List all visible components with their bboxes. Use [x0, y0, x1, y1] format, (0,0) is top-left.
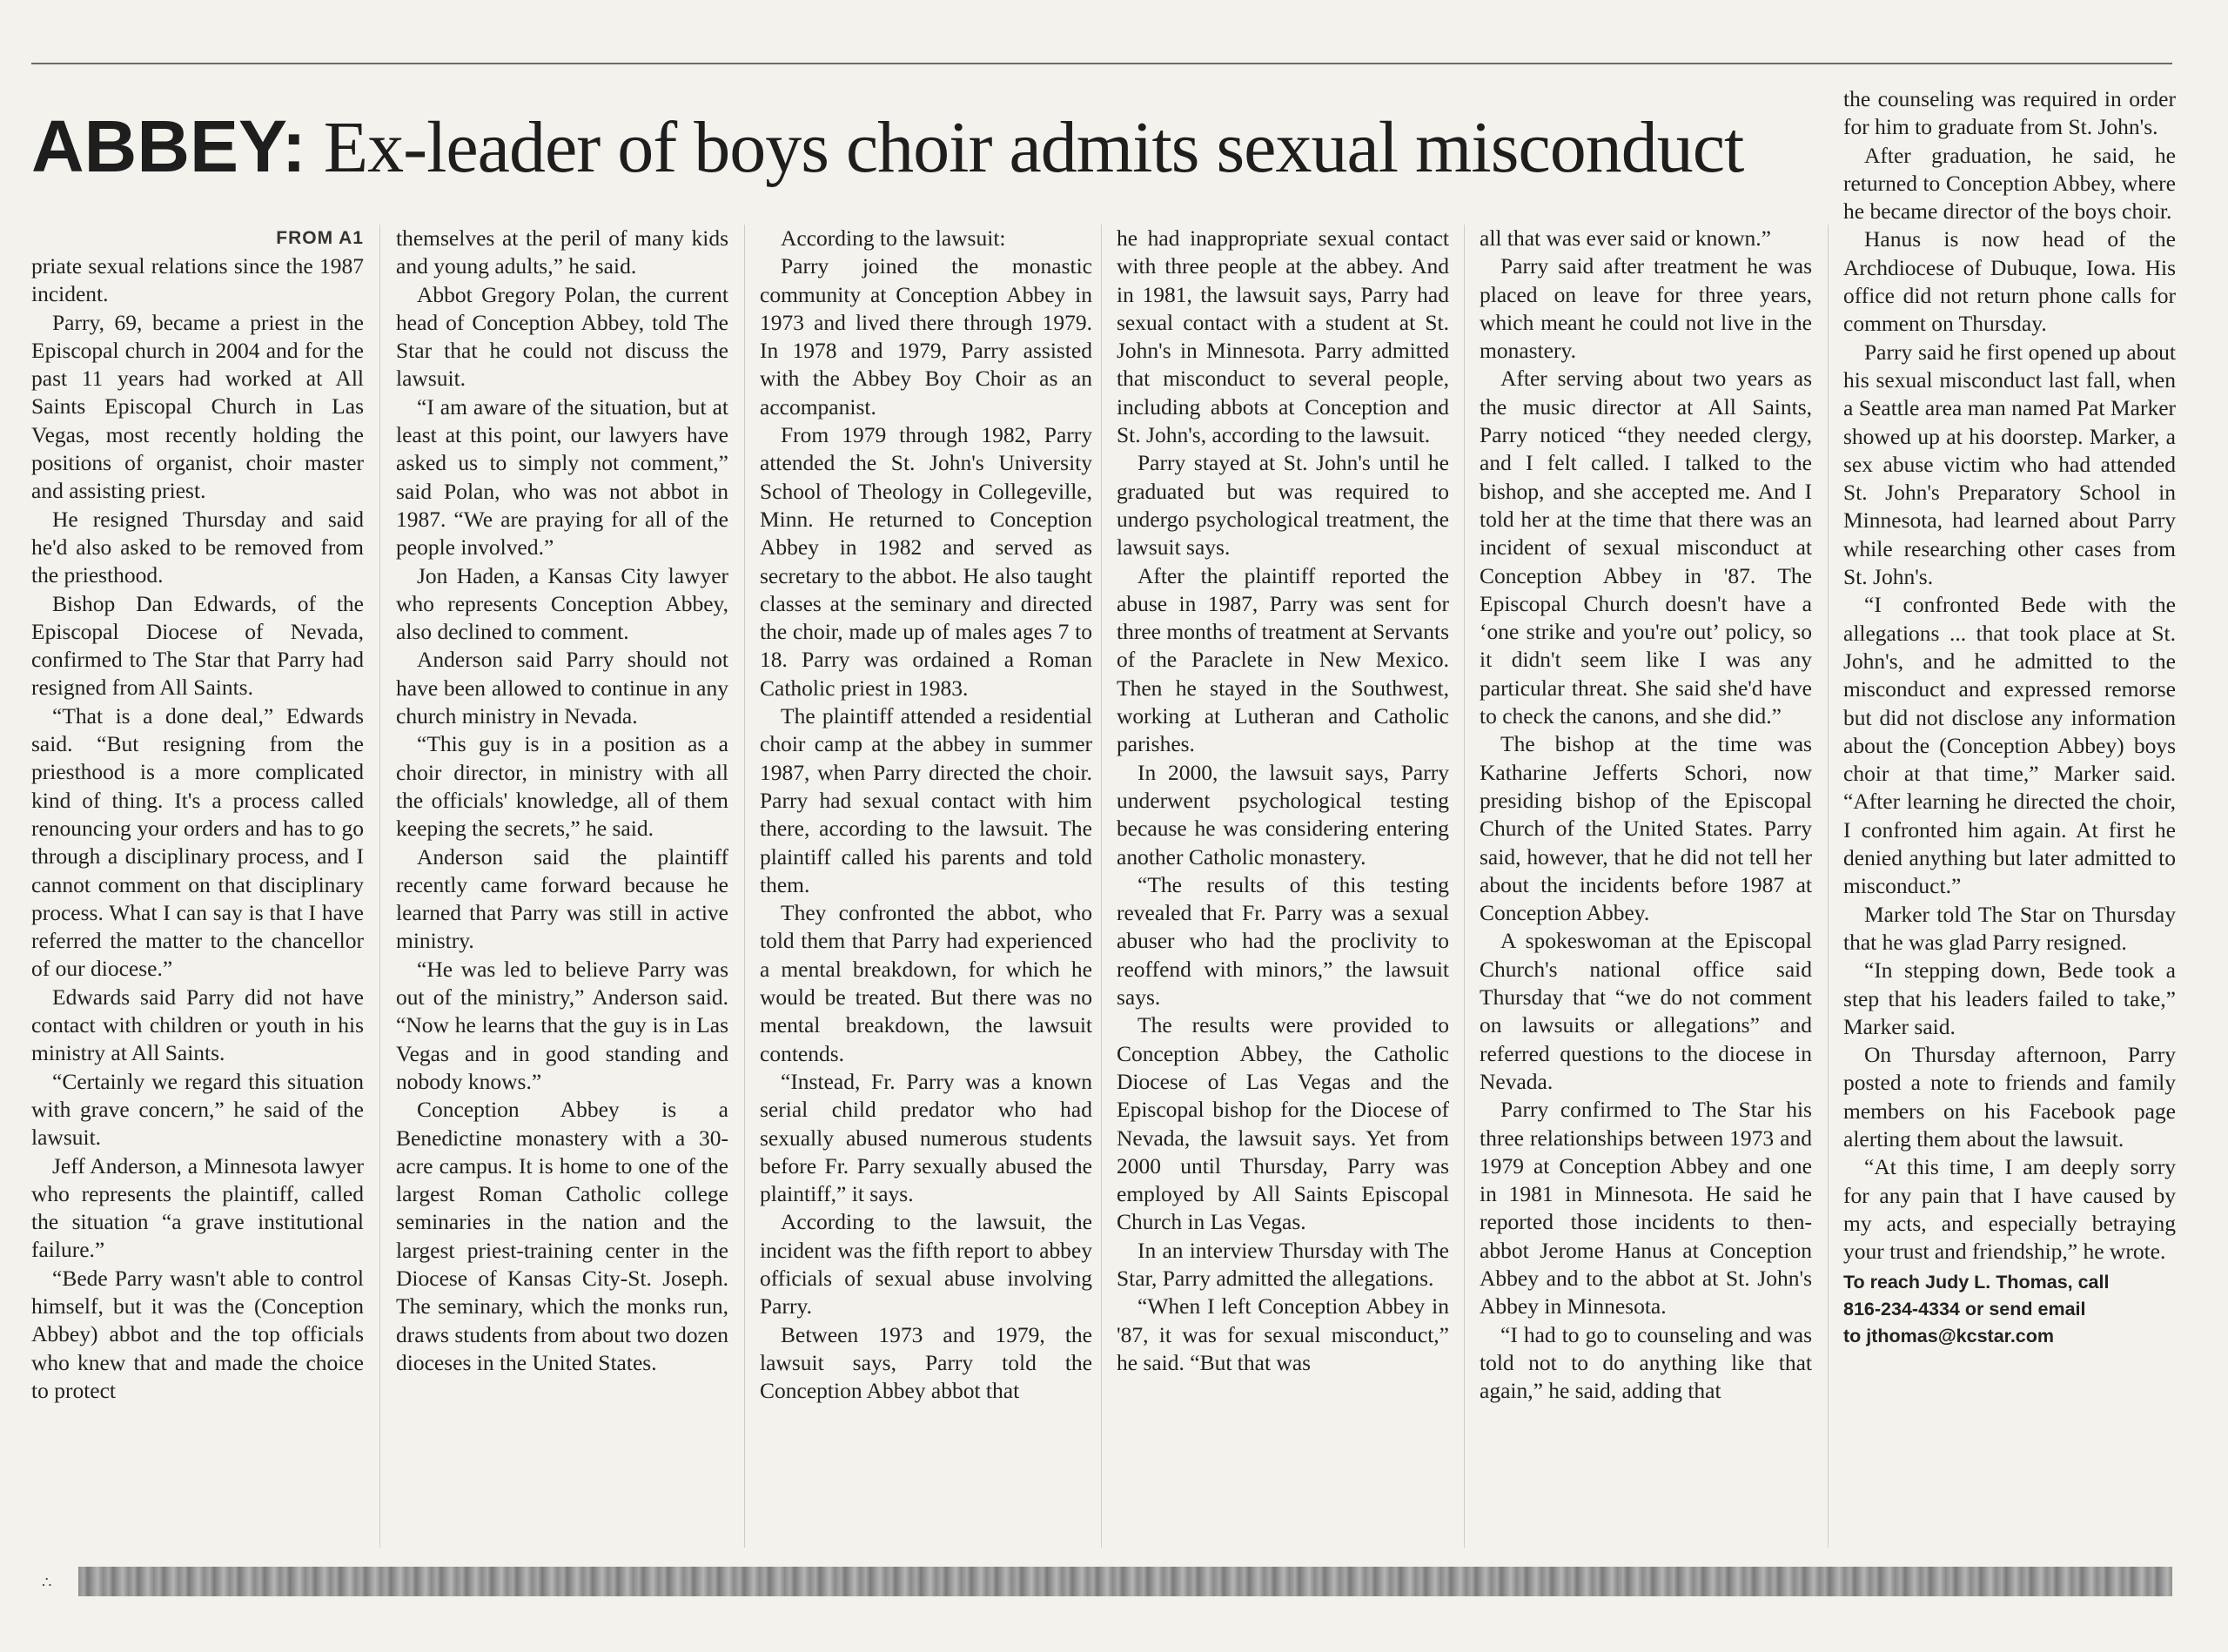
- paragraph: “When I left Conception Abbey in '87, it was for sexual misconduct,” he said. “But that was: [1117, 1293, 1449, 1375]
- paragraph: Parry confirmed to The Star his three relationships between 1973 and 1979 at Conception Abbey and one in 1981 in Minnesota. He said he reported those incidents to then-abbot Jerome Hanus at Conception Abbey and to the abbot at St. John's Abbey in Minnesota.: [1480, 1097, 1812, 1320]
- paragraph: After the plaintiff reported the abuse in 1987, Parry was sent for three months of treatment at Servants of the Paraclete in New Mexico. Then he stayed in the Southwest, working at Lutheran and Catholic parishes.: [1117, 562, 1449, 757]
- column-rule: [379, 225, 380, 1548]
- column-rule: [1464, 225, 1465, 1548]
- article-column-3: [760, 225, 1092, 1405]
- tagline-line: to jthomas@kcstar.com: [1843, 1326, 2055, 1347]
- paragraph: After graduation, he said, he returned to Conception Abbey, where he became director of the boys choir.: [1843, 142, 2176, 225]
- paragraph: Parry stayed at St. John's until he graduated but was required to undergo psychological treatment, the lawsuit says.: [1117, 450, 1449, 561]
- paragraph: Parry said he first opened up about his sexual misconduct last fall, when a Seattle area man named Pat Marker showed up at his doorstep. Marker, a sex abuse victim who had attended St. John's Preparatory School in Minnesota, had learned about Parry while researching other cases from St. John's.: [1843, 339, 2176, 590]
- paragraph: themselves at the peril of many kids and young adults,” he said.: [396, 225, 728, 279]
- column-rule: [1101, 225, 1102, 1548]
- top-rule: [31, 63, 2172, 64]
- paragraph: “Instead, Fr. Parry was a known serial child predator who had sexually abused numerous students before Fr. Parry sexually abused the plaintiff,” it says.: [760, 1068, 1092, 1207]
- paragraph: “I had to go to counseling and was told not to do anything like that again,” he said, adding that: [1480, 1321, 1812, 1404]
- tagline-line: 816-234-4334 or send email: [1843, 1299, 2086, 1320]
- paragraph: In an interview Thursday with The Star, Parry admitted the allegations.: [1117, 1237, 1449, 1291]
- column-rule: [1828, 225, 1829, 1548]
- paragraph: Hanus is now head of the Archdiocese of Dubuque, Iowa. His office did not return phone calls for comment on Thursday.: [1843, 226, 2176, 337]
- paragraph: Parry, 69, became a priest in the Episcopal church in 2004 and for the past 11 years had worked at All Saints Episcopal Church in Las Vegas, most recently holding the positions of organist, choir master and assisting priest.: [31, 309, 364, 504]
- paragraph: According to the lawsuit:: [781, 225, 1006, 251]
- paragraph: From 1979 through 1982, Parry attended the St. John's University School of Theology in Collegeville, Minn. He returned to Conception Abbey in 1982 and served as secretary to the abbot. He also taught classes at the seminary and directed the choir, made up of males ages 7 to 18. Parry was ordained a Roman Catholic priest in 1983.: [760, 422, 1092, 701]
- paragraph: “I am aware of the situation, but at least at this point, our lawyers have asked us to simply not comment,” said Polan, who was not abbot in 1987. “We are praying for all of the people involved.”: [396, 393, 728, 561]
- paragraph: priate sexual relations since the 1987 incident.: [31, 253, 364, 307]
- paragraph: Abbot Gregory Polan, the current head of Conception Abbey, told The Star that he could not discuss the lawsuit.: [396, 281, 728, 392]
- article-column-1: [31, 225, 364, 1405]
- paragraph: “The results of this testing revealed that Fr. Parry was a sexual abuser who had the proclivity to reoffend with minors,” the lawsuit says.: [1117, 871, 1449, 1011]
- article-column-6: [1843, 85, 2176, 1350]
- paragraph: Marker told The Star on Thursday that he was glad Parry resigned.: [1843, 901, 2176, 955]
- headline-kicker: ABBEY:: [31, 105, 306, 187]
- headline: [31, 103, 1824, 191]
- paragraph: Bishop Dan Edwards, of the Episcopal Diocese of Nevada, confirmed to The Star that Parry had resigned from All Saints.: [31, 590, 364, 701]
- article-column-2: [396, 225, 728, 1377]
- paragraph: Parry said after treatment he was placed on leave for three years, which meant he could not live in the monastery.: [1480, 253, 1812, 364]
- paragraph: Anderson said Parry should not have been allowed to continue in any church ministry in Nevada.: [396, 647, 728, 729]
- paragraph: Conception Abbey is a Benedictine monastery with a 30-acre campus. It is home to one of the largest Roman Catholic college seminaries in the nation and the largest priest-training center in the Diocese of Kansas City-St. Joseph. The seminary, which the monks run, draws students from about two dozen dioceses in the United States.: [396, 1097, 728, 1375]
- paragraph: Jon Haden, a Kansas City lawyer who represents Conception Abbey, also declined to comment.: [396, 562, 728, 645]
- paragraph: The results were provided to Conception Abbey, the Catholic Diocese of Las Vegas and the Episcopal bishop for the Diocese of Nevada, the lawsuit says. Yet from 2000 until Thursday, Parry was employed by All Saints Episcopal Church in Las Vegas.: [1117, 1012, 1449, 1235]
- article-column-4: [1117, 225, 1449, 1377]
- paragraph: In 2000, the lawsuit says, Parry underwent psychological testing because he was considering entering another Catholic monastery.: [1117, 759, 1449, 870]
- from-label: FROM A1: [276, 228, 364, 248]
- paragraph: “Certainly we regard this situation with grave concern,” he said of the lawsuit.: [31, 1068, 364, 1151]
- paragraph: A spokeswoman at the Episcopal Church's national office said Thursday that “we do not comment on lawsuits or allegations” and referred questions to the diocese in Nevada.: [1480, 928, 1812, 1094]
- article-column-5: [1480, 225, 1812, 1405]
- paragraph: “This guy is in a position as a choir director, in ministry with all the officials' knowledge, all of them keeping the secrets,” he said.: [396, 731, 728, 842]
- headline-main: Ex-leader of boys choir admits sexual misconduct: [323, 107, 1744, 188]
- paragraph: “That is a done deal,” Edwards said. “But resigning from the priesthood is a more complicated kind of thing. It's a process called renouncing your orders and has to go through a disciplinary process, and I cannot comment on that disciplinary process. What I can say is that I have referred the matter to the chancellor of our diocese.”: [31, 702, 364, 982]
- scan-mark: ∴: [42, 1574, 52, 1591]
- author-contact-tagline: [1843, 1269, 2176, 1350]
- paragraph: The bishop at the time was Katharine Jefferts Schori, now presiding bishop of the Episcopal Church of the United States. Parry said, however, that he did not tell her about the incidents before 1987 at Conception Abbey.: [1480, 731, 1812, 926]
- paragraph: Edwards said Parry did not have contact with children or youth in his ministry at All Saints.: [31, 984, 364, 1066]
- paragraph: Anderson said the plaintiff recently came forward because he learned that Parry was still in active ministry.: [396, 843, 728, 954]
- paragraph: Parry joined the monastic community at Conception Abbey in 1973 and lived there through 1979. In 1978 and 1979, Parry assisted with the Abbey Boy Choir as an accompanist.: [760, 253, 1092, 420]
- paragraph: He resigned Thursday and said he'd also asked to be removed from the priesthood.: [31, 506, 364, 588]
- tagline-line: To reach Judy L. Thomas, call: [1843, 1272, 2110, 1293]
- paragraph: The plaintiff attended a residential choir camp at the abbey in summer 1987, when Parry directed the choir. Parry had sexual contact with him there, according to the lawsuit. The plaintiff called his parents and told them.: [760, 703, 1092, 897]
- paragraph: “I confronted Bede with the allegations ... that took place at St. John's, and he admitted to the misconduct and expressed remorse but did not disclose any information about the (Conception Abbey) boys choir at that time,” Marker said. “After learning he directed the choir, I confronted him again. At first he denied anything but later admitted to misconduct.”: [1843, 592, 2176, 899]
- paragraph: Between 1973 and 1979, the lawsuit says, Parry told the Conception Abbey abbot that: [760, 1321, 1092, 1404]
- paragraph: he had inappropriate sexual contact with three people at the abbey. And in 1981, the lawsuit says, Parry had sexual contact with a student at St. John's in Minnesota. Parry admitted that misconduct to several people, including abbots at Conception and St. John's, according to the lawsuit.: [1117, 225, 1449, 448]
- paragraph: They confronted the abbot, who told them that Parry had experienced a mental breakdown, for which he would be treated. But there was no mental breakdown, the lawsuit contends.: [760, 900, 1092, 1066]
- paragraph: On Thursday afternoon, Parry posted a note to friends and family members on his Facebook page alerting them about the lawsuit.: [1843, 1042, 2176, 1152]
- paragraph: “At this time, I am deeply sorry for any pain that I have caused by my acts, and especially betraying your trust and friendship,” he wrote.: [1843, 1154, 2176, 1265]
- paragraph: all that was ever said or known.”: [1480, 225, 1771, 251]
- paragraph: “He was led to believe Parry was out of the ministry,” Anderson said. “Now he learns that the guy is in Las Vegas and in good standing and nobody knows.”: [396, 956, 728, 1094]
- paragraph: Jeff Anderson, a Minnesota lawyer who represents the plaintiff, called the situation “a grave institutional failure.”: [31, 1152, 364, 1263]
- paragraph: After serving about two years as the music director at All Saints, Parry noticed “they needed clergy, and I felt called. I talked to the bishop, and she accepted me. And I told her at the time that there was an incident of sexual misconduct at Conception Abbey in '87. The Episcopal Church doesn't have a ‘one strike and you're out’ policy, so it didn't seem like I was any particular threat. She said she'd have to check the canons, and she did.”: [1480, 366, 1812, 729]
- page-bottom-strip: [78, 1567, 2172, 1596]
- paragraph: According to the lawsuit, the incident was the fifth report to abbey officials of sexual abuse involving Parry.: [760, 1209, 1092, 1320]
- paragraph: “In stepping down, Bede took a step that his leaders failed to take,” Marker said.: [1843, 957, 2176, 1039]
- paragraph: “Bede Parry wasn't able to control himself, but it was the (Conception Abbey) abbot and the top officials who knew that and made the choice to protect: [31, 1265, 364, 1403]
- paragraph: the counseling was required in order for him to graduate from St. John's.: [1843, 86, 2176, 140]
- column-rule: [744, 225, 745, 1548]
